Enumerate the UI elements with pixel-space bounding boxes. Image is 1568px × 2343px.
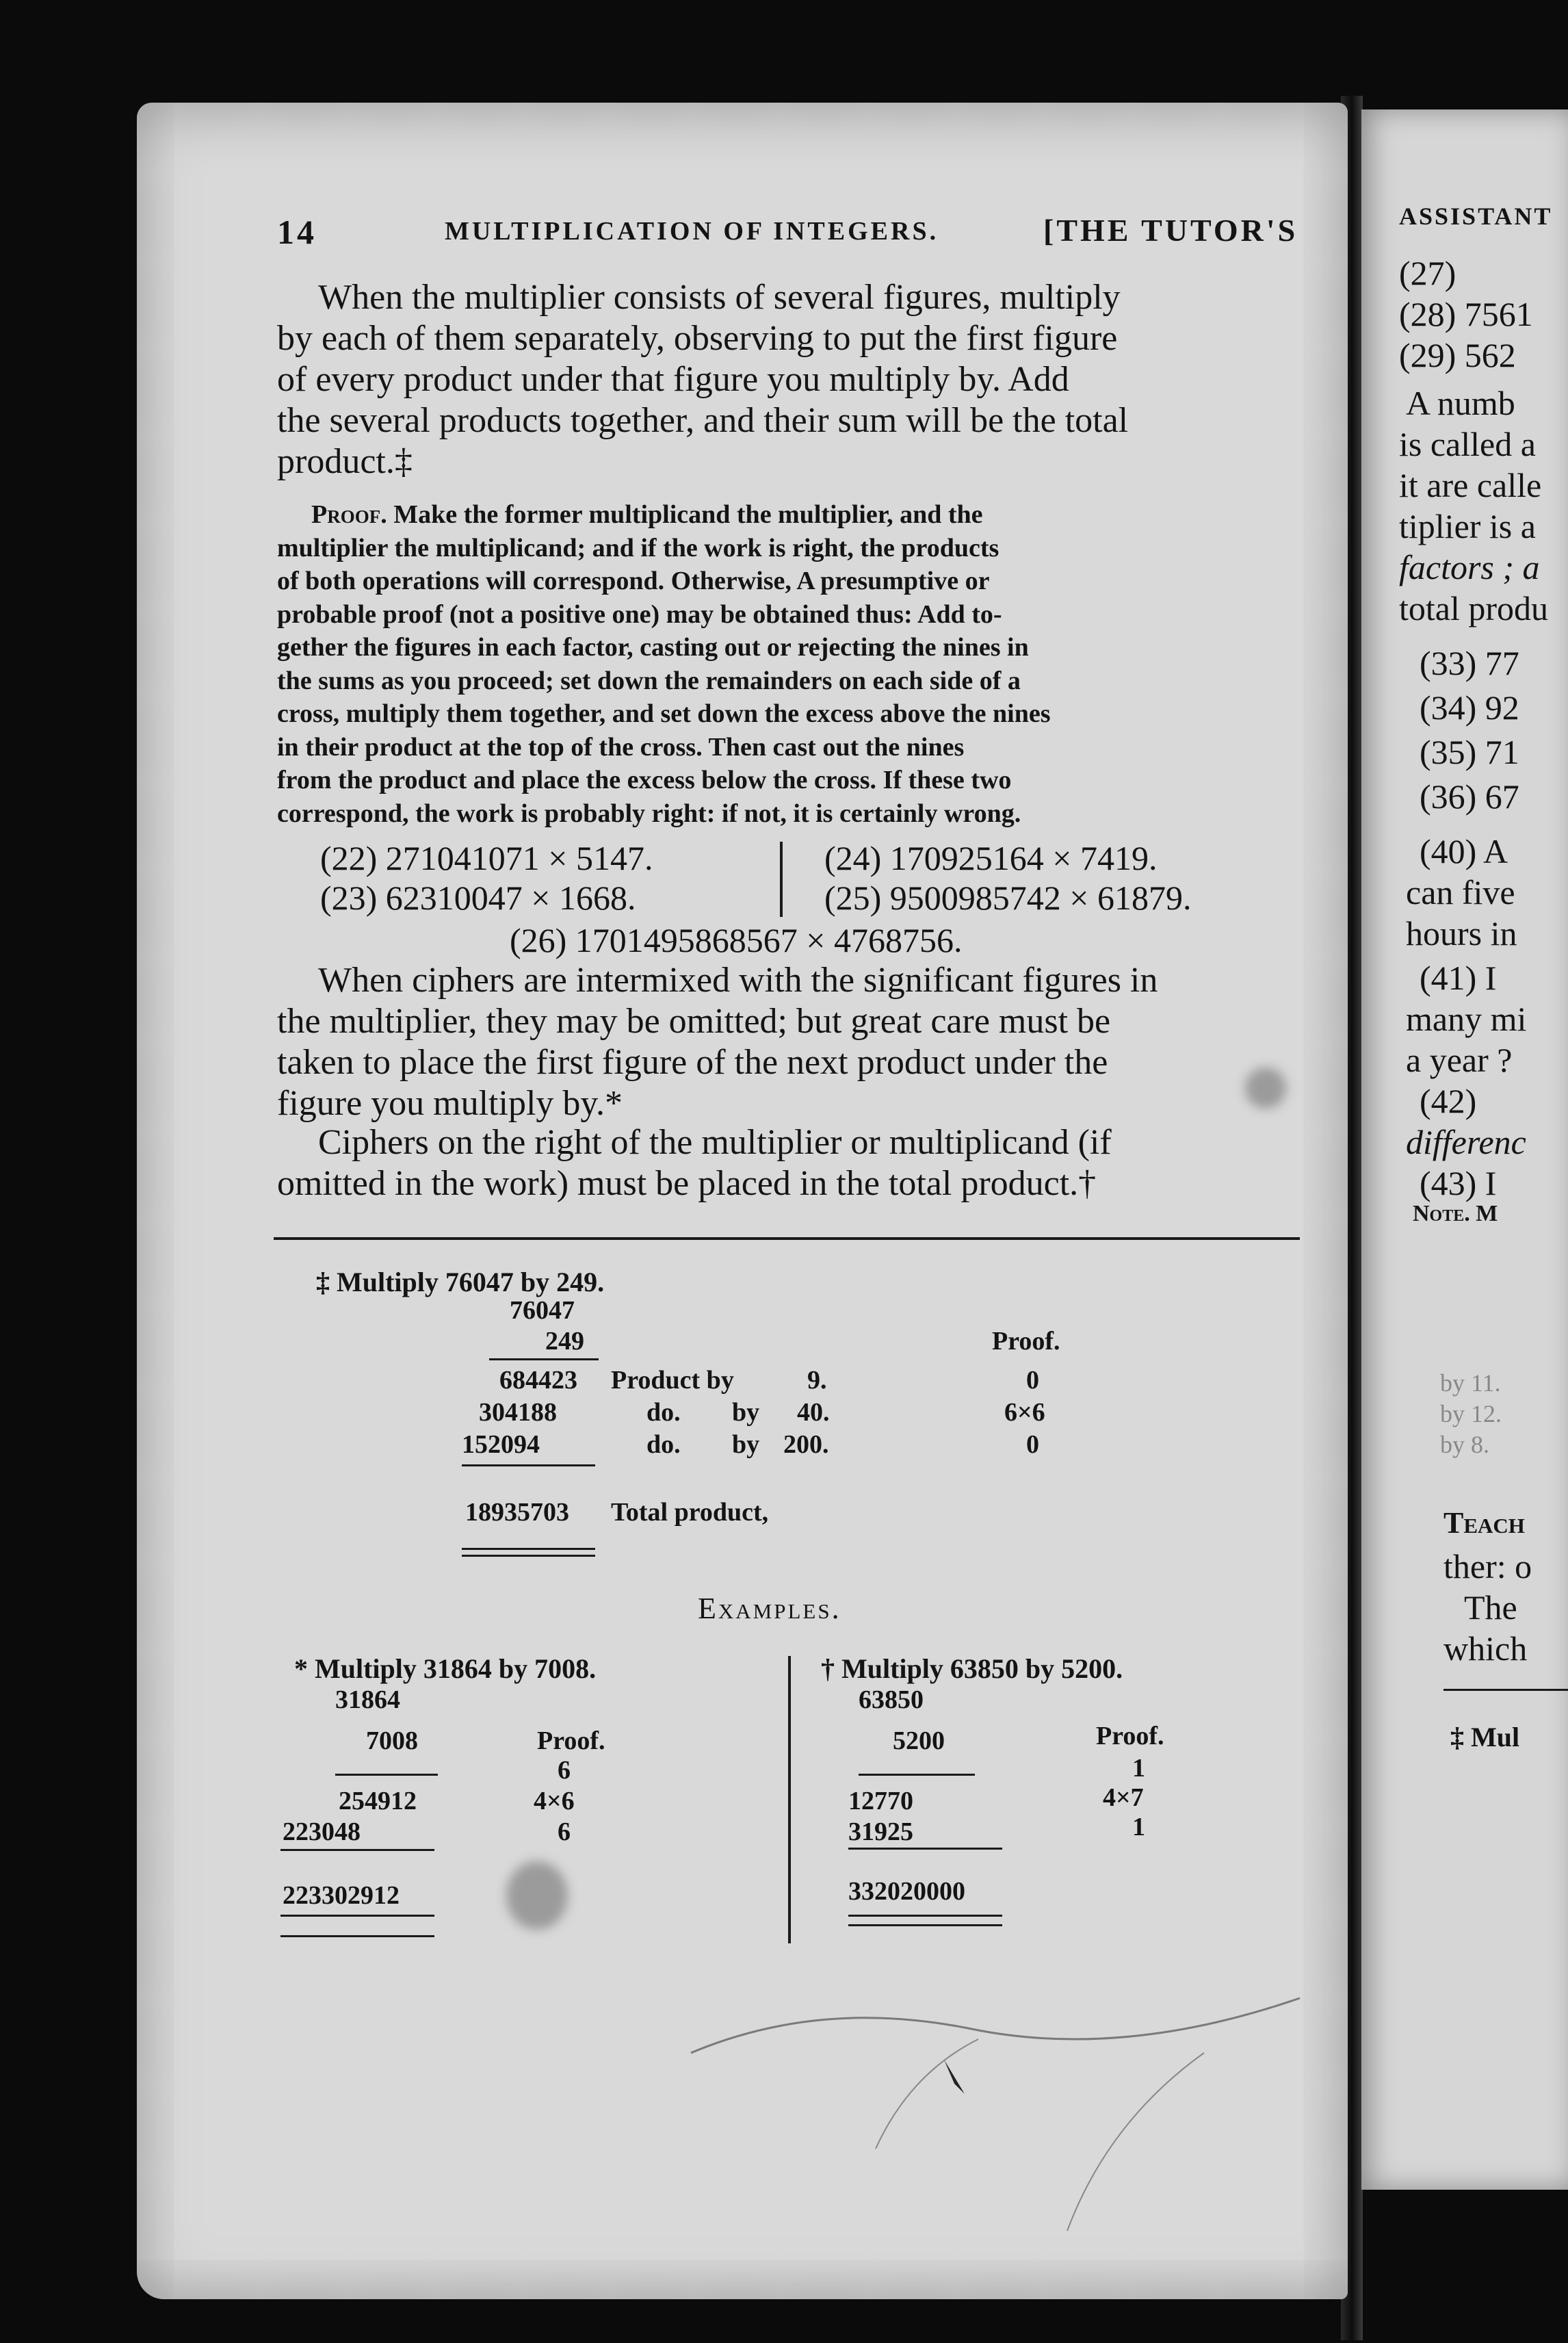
example-left-heading: * Multiply 31864 by 7008. bbox=[294, 1653, 597, 1684]
facing-faint-text: by 12. bbox=[1440, 1400, 1502, 1427]
proof-line: probable proof (not a positive one) may be obtained thus: Add to- bbox=[277, 599, 1002, 629]
facing-line: (34) 92 bbox=[1420, 688, 1519, 727]
text-line: When ciphers are intermixed with the significant figures in bbox=[318, 961, 1158, 1000]
proof-line: cross, multiply them together, and set down the excess above the nines bbox=[277, 699, 1051, 728]
example-left-total: 223302912 bbox=[283, 1881, 400, 1910]
facing-line: (33) 77 bbox=[1420, 644, 1519, 682]
facing-line: (35) 71 bbox=[1420, 733, 1519, 771]
example-right-total: 332020000 bbox=[848, 1877, 965, 1906]
facing-line: differenc bbox=[1406, 1123, 1526, 1161]
exercise-26: (26) 1701495868567 × 4768756. bbox=[510, 921, 963, 959]
proof-bottom: 6 bbox=[558, 1817, 571, 1846]
facing-line: (27) bbox=[1399, 254, 1456, 292]
facing-line: can five bbox=[1406, 873, 1515, 911]
facing-line: A numb bbox=[1406, 384, 1515, 422]
facing-line: ‡ Mul bbox=[1450, 1722, 1520, 1752]
facing-line: it are calle bbox=[1399, 466, 1542, 504]
proof-label: Proof. bbox=[311, 500, 387, 529]
footnote-heading: ‡ Multiply 76047 by 249. bbox=[316, 1267, 605, 1297]
exercise-22: (22) 271041071 × 5147. bbox=[320, 839, 653, 877]
facing-line: which bbox=[1443, 1629, 1528, 1668]
proof-line: Make the former multiplicand the multiplier, and the bbox=[393, 500, 983, 529]
proof-label: Proof. bbox=[992, 1327, 1060, 1356]
facing-line: Note. M bbox=[1413, 1201, 1498, 1226]
proof-cross: 4×7 bbox=[1103, 1783, 1144, 1812]
row-label: Product by bbox=[611, 1366, 734, 1395]
row-by: 9. bbox=[807, 1366, 827, 1395]
example-right-multiplicand: 63850 bbox=[859, 1685, 924, 1714]
text-line: Ciphers on the right of the multiplier or multiplicand (if bbox=[318, 1123, 1112, 1162]
multiplier: 249 bbox=[545, 1327, 584, 1356]
proof-top: 6 bbox=[558, 1756, 571, 1785]
facing-line: (28) 7561 bbox=[1399, 295, 1533, 333]
example-left-multiplicand: 31864 bbox=[335, 1685, 400, 1714]
partial-product: 152094 bbox=[462, 1430, 540, 1459]
facing-line: tiplier is a bbox=[1399, 507, 1536, 545]
example-right-proof-label: Proof. bbox=[1096, 1722, 1164, 1750]
text-line: the multiplier, they may be omitted; but great care must be bbox=[277, 1002, 1111, 1041]
facing-faint-text: by 11. bbox=[1440, 1369, 1501, 1397]
text-line: taken to place the first figure of the next product under the bbox=[277, 1043, 1108, 1082]
running-title-right: [THE TUTOR'S bbox=[1043, 213, 1298, 248]
page-number: 14 bbox=[277, 213, 317, 251]
proof-value: 0 bbox=[1026, 1366, 1039, 1395]
proof-line: the sums as you proceed; set down the remainders on each side of a bbox=[277, 666, 1021, 695]
row-by: 40. bbox=[797, 1398, 830, 1427]
proof-line: multiplier the multiplicand; and if the work is right, the products bbox=[277, 533, 999, 562]
example-left-partial-1: 254912 bbox=[339, 1787, 417, 1815]
row-label: do. bbox=[646, 1430, 681, 1459]
proof-top: 1 bbox=[1132, 1754, 1145, 1783]
text-line: of every product under that figure you multiply by. Add bbox=[277, 360, 1069, 399]
example-right-partial-1: 12770 bbox=[848, 1787, 913, 1815]
example-left-partial-2: 223048 bbox=[283, 1817, 361, 1846]
example-right-heading: † Multiply 63850 by 5200. bbox=[821, 1653, 1123, 1684]
partial-product: 684423 bbox=[499, 1366, 577, 1395]
proof-line: correspond, the work is probably right: if not, it is certainly wrong. bbox=[277, 799, 1021, 828]
facing-line: (36) 67 bbox=[1420, 777, 1519, 816]
facing-line: is called a bbox=[1399, 425, 1536, 463]
proof-cross: 4×6 bbox=[534, 1787, 575, 1815]
row-label: do. bbox=[646, 1398, 681, 1427]
example-left-proof-label: Proof. bbox=[537, 1726, 605, 1755]
row-by: 200. bbox=[783, 1430, 829, 1459]
text-line: When the multiplier consists of several figures, multiply bbox=[318, 278, 1121, 317]
exercise-23: (23) 62310047 × 1668. bbox=[320, 879, 636, 917]
example-left-multiplier: 7008 bbox=[366, 1726, 418, 1755]
example-right-multiplier: 5200 bbox=[893, 1726, 945, 1755]
text-line: figure you multiply by.* bbox=[277, 1084, 623, 1123]
facing-line: ther: o bbox=[1443, 1547, 1532, 1585]
proof-line: in their product at the top of the cross. Then cast out the nines bbox=[277, 732, 965, 762]
exercise-24: (24) 170925164 × 7419. bbox=[824, 839, 1158, 877]
proof-line: from the product and place the excess below the cross. If these two bbox=[277, 766, 1012, 794]
facing-faint-text: by 8. bbox=[1440, 1431, 1489, 1458]
facing-line: Teach bbox=[1443, 1506, 1525, 1540]
text-line: by each of them separately, observing to put the first figure bbox=[277, 319, 1118, 358]
page-title: MULTIPLICATION OF INTEGERS. bbox=[445, 217, 939, 246]
proof-value: 0 bbox=[1026, 1430, 1039, 1459]
total-label: Total product, bbox=[611, 1498, 769, 1527]
facing-line: (40) A bbox=[1420, 832, 1508, 870]
facing-line: (43) I bbox=[1420, 1164, 1497, 1202]
proof-line: gether the figures in each factor, casting out or rejecting the nines in bbox=[277, 633, 1029, 662]
proof-line: of both operations will correspond. Otherwise, A presumptive or bbox=[277, 567, 990, 595]
facing-line: (41) I bbox=[1420, 959, 1497, 997]
row-by-word: by bbox=[732, 1398, 760, 1427]
multiplicand: 76047 bbox=[510, 1296, 575, 1325]
facing-line: factors ; a bbox=[1399, 548, 1540, 586]
text-line: the several products together, and their sum will be the total bbox=[277, 401, 1129, 440]
total-product: 18935703 bbox=[465, 1498, 569, 1527]
text-line: omitted in the work) must be placed in the total product.† bbox=[277, 1164, 1097, 1203]
facing-line: hours in bbox=[1406, 914, 1517, 953]
facing-line: The bbox=[1464, 1588, 1517, 1627]
facing-line: a year ? bbox=[1406, 1041, 1513, 1079]
examples-heading: Examples. bbox=[698, 1592, 841, 1625]
facing-line: total produ bbox=[1399, 589, 1549, 627]
partial-product: 304188 bbox=[479, 1398, 557, 1427]
proof-bottom: 1 bbox=[1132, 1813, 1145, 1841]
facing-line: (29) 562 bbox=[1399, 336, 1516, 374]
proof-value: 6×6 bbox=[1004, 1398, 1045, 1427]
row-by-word: by bbox=[732, 1430, 760, 1459]
facing-line: (42) bbox=[1420, 1082, 1477, 1120]
text-line: product.‡ bbox=[277, 442, 413, 481]
facing-line: many mi bbox=[1406, 1000, 1527, 1038]
facing-header: ASSISTANT bbox=[1399, 203, 1553, 230]
example-right-partial-2: 31925 bbox=[848, 1817, 913, 1846]
exercise-25: (25) 9500985742 × 61879. bbox=[824, 879, 1192, 917]
